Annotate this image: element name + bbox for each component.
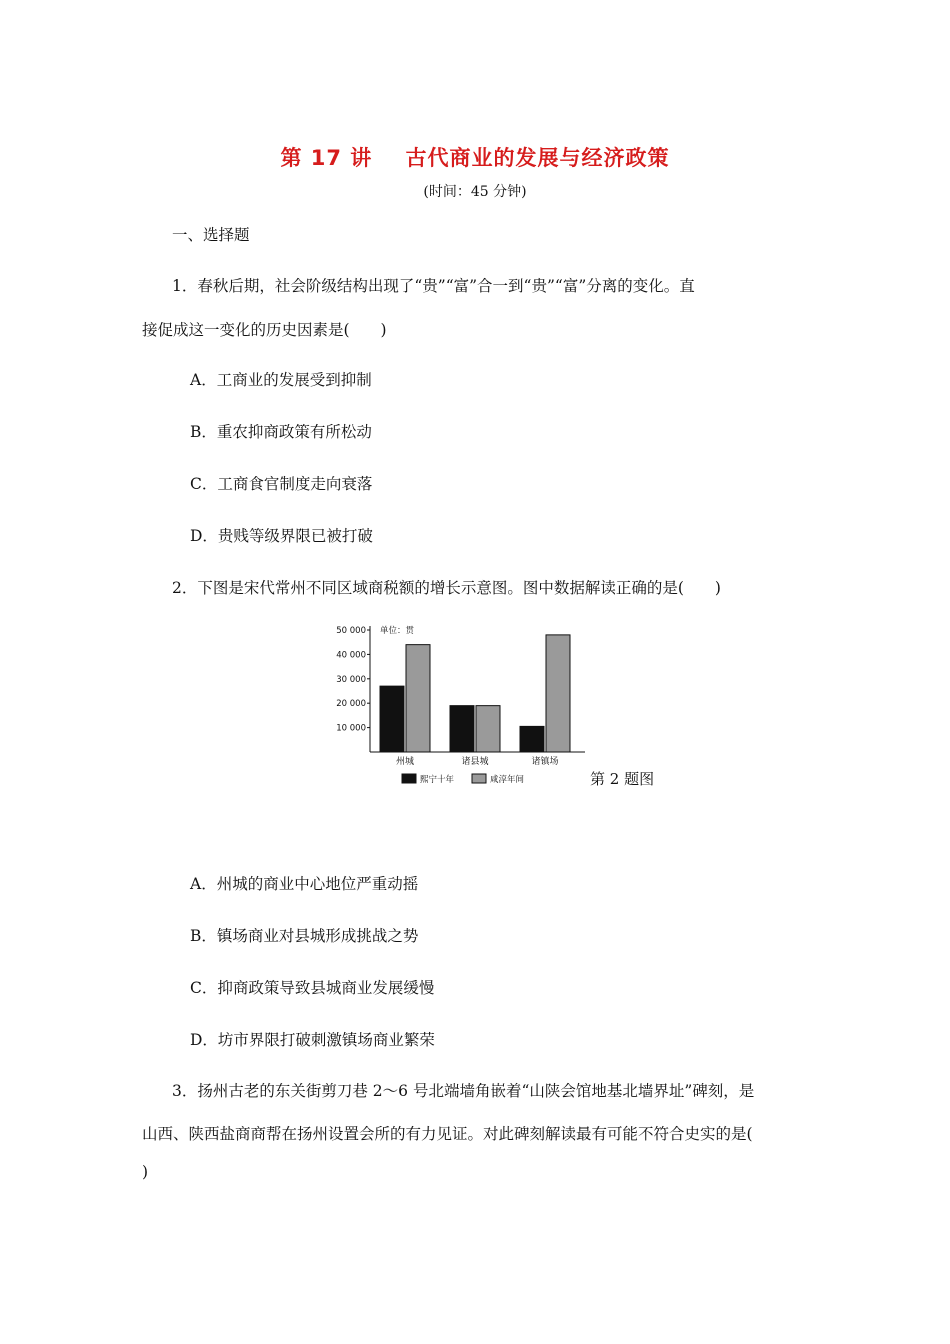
time-limit: (时间：45 分钟) [423,184,527,200]
bar [520,726,544,752]
page-title: 第 17 讲 古代商业的发展与经济政策 [280,146,670,170]
y-tick-label: 40 000 [336,650,366,661]
question-1-option-c: C．工商食官制度走向衰落 [190,475,373,493]
question-2-line-1: 2．下图是宋代常州不同区域商税额的增长示意图。图中数据解读正确的是( ) [172,579,721,597]
chart-caption: 第 2 题图 [590,770,655,788]
category-label: 诸镇场 [531,757,559,767]
category-label: 州城 [395,757,415,767]
question-3-line-1: 3．扬州古老的东关街剪刀巷 2～6 号北端墙角嵌着“山陕会馆地基北墙界址”碑刻，是 [172,1082,755,1100]
section-heading: 一、选择题 [172,226,250,244]
bar [380,686,404,752]
legend-label: 熙宁十年 [420,775,455,785]
question-1-option-d: D．贵贱等级界限已被打破 [190,527,373,545]
question-2-option-c: C．抑商政策导致县城商业发展缓慢 [190,979,435,997]
y-tick-label: 30 000 [336,674,366,685]
legend-swatch [402,774,416,783]
y-tick-label: 10 000 [336,723,366,734]
question-3-line-3: ) [142,1163,149,1181]
question-1-option-b: B．重农抑商政策有所松动 [190,423,372,441]
bar [476,706,500,752]
tax-growth-chart [320,618,590,788]
question-2-option-d: D．坊市界限打破刺激镇场商业繁荣 [190,1031,435,1049]
bar [406,645,430,752]
question-2-option-b: B．镇场商业对县城形成挑战之势 [190,927,419,945]
bar [546,635,570,752]
bar [450,706,474,752]
question-2-option-a: A．州城的商业中心地位严重动摇 [190,875,419,893]
unit-label: 单位：贯 [380,626,415,636]
question-1-line-2: 接促成这一变化的历史因素是( ) [142,321,387,339]
question-3-line-2: 山西、陕西盐商商帮在扬州设置会所的有力见证。对此碑刻解读最有可能不符合史实的是( [142,1125,753,1143]
legend-label: 咸淳年间 [490,775,525,785]
category-label: 诸县城 [461,757,489,767]
question-1-line-1: 1．春秋后期，社会阶级结构出现了“贵”“富”合一到“贵”“富”分离的变化。直 [172,277,695,295]
question-1-option-a: A．工商业的发展受到抑制 [190,371,372,389]
legend-swatch [472,774,486,783]
y-tick-label: 50 000 [336,626,366,636]
y-tick-label: 20 000 [336,699,366,710]
